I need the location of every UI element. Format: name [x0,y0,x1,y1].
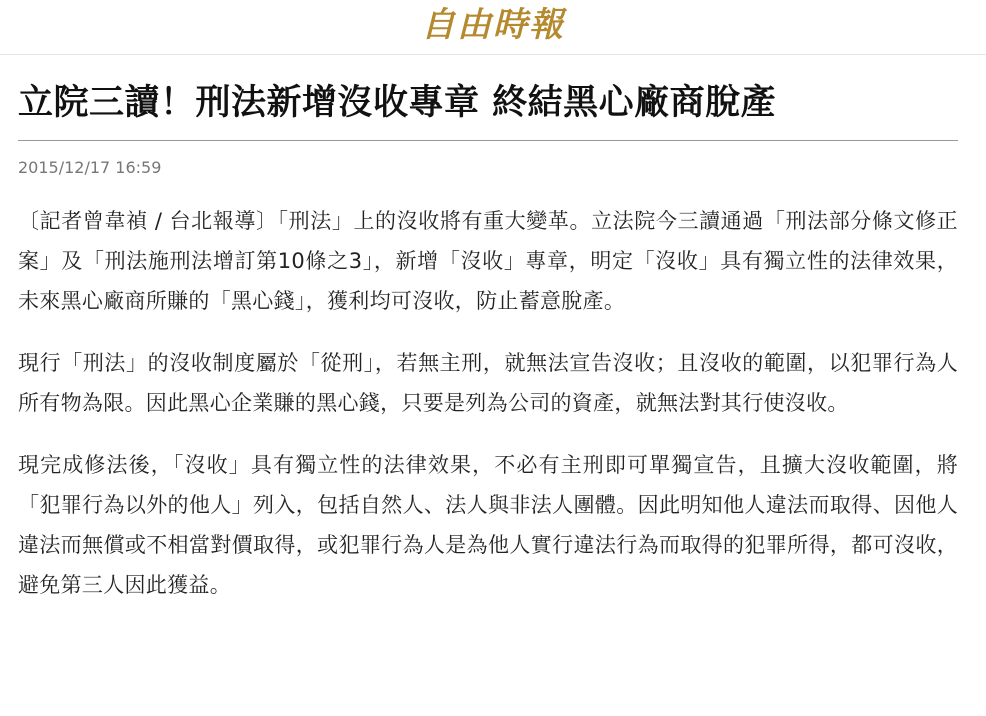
article-paragraph: 〔記者曾韋禎 / 台北報導〕「刑法」上的沒收將有重大變革。立法院今三讀通過「刑法部分條文修正案」及「刑法施刑法增訂第10條之3」，新增「沒收」專章，明定「沒收」具有獨立性的法律效果，未來黑心廠商所賺的「黑心錢」，獲利均可沒收，防止蓄意脫產。 [18,209,958,313]
article-timestamp: 2015/12/17 16:59 [18,158,162,177]
article-paragraph: 現行「刑法」的沒收制度屬於「從刑」，若無主刑，就無法宣告沒收；且沒收的範圍，以犯罪行為人所有物為限。因此黑心企業賺的黑心錢，只要是列為公司的資產，就無法對其行使沒收。 [18,351,958,415]
article [18,54,958,627]
masthead [0,0,986,55]
article-body [18,201,958,605]
article-paragraph: 現完成修法後，「沒收」具有獨立性的法律效果，不必有主刑即可單獨宣告，且擴大沒收範圍，將「犯罪行為以外的他人」列入，包括自然人、法人與非法人團體。因此明知他人違法而取得、因他人違法而無償或不相當對價取得，或犯罪行為人是為他人實行違法行為而取得的犯罪所得，都可沒收，避免第三人因此獲益。 [18,453,958,597]
site-logo[interactable]: 自由時報 [421,5,565,45]
article-headline: 立院三讀！刑法新增沒收專章 終結黑心廠商脫產 [18,80,958,141]
